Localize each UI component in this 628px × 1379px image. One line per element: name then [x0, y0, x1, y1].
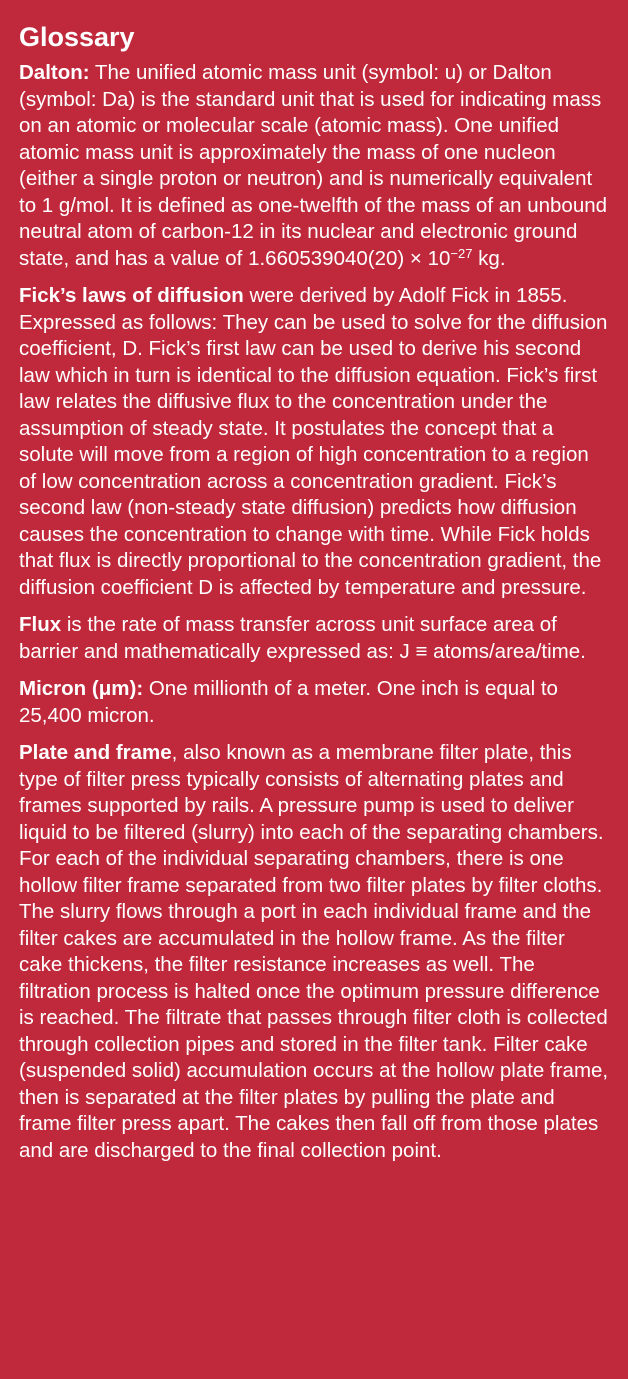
glossary-term: Fick’s laws of diffusion — [19, 284, 244, 307]
glossary-entry-dalton — [19, 60, 610, 272]
glossary-entry-plate-and-frame — [19, 740, 610, 1164]
glossary-entry-flux — [19, 612, 610, 665]
glossary-definition: is the rate of mass transfer across unit surface area of barrier and mathematically expressed as: J ≡ atoms/area/time. — [19, 613, 586, 663]
glossary-term: Plate and frame — [19, 741, 172, 764]
glossary-entry-ficks-laws — [19, 283, 610, 601]
glossary-definition: One millionth of a meter. One inch is equal to 25,400 micron. — [19, 677, 558, 727]
glossary-term: Micron (μm): — [19, 677, 144, 700]
exponent-superscript: −27 — [450, 245, 473, 261]
glossary-definition-unit: kg. — [472, 246, 506, 270]
glossary-term: Flux — [19, 613, 62, 636]
glossary-definition: , also known as a membrane filter plate, this type of filter press typically consists of alternating plates and frames supported by rails. A pressure pump is used to deliver liquid to be filtered (slurry) into each of the separating chambers. For each of the individual separating chambers, there is one hollow filter frame separated from two filter plates by filter cloths. The slurry flows through a port in each individual frame and the filter cakes are accumulated in the hollow frame. As the filter cake thickens, the filter resistance increases as well. The filtration process is halted once the optimum pressure difference is reached. The filtrate that passes through filter cloth is collected through collection pipes and stored in the filter tank. Filter cake (suspended solid) accumulation occurs at the hollow plate frame, then is separated at the filter plates by pulling the plate and frame filter press apart. The cakes then fall off from those plates and are discharged to the final collection point. — [19, 741, 609, 1162]
glossary-title: Glossary — [19, 22, 135, 52]
glossary-term: Dalton: — [19, 61, 90, 84]
glossary-entry-micron — [19, 676, 610, 729]
glossary-definition: were derived by Adolf Fick in 1855. Expressed as follows: They can be used to solve for the diffusion coefficient, D. Fick’s first law can be used to derive his second law which in turn is identical to the diffusion equation. Fick’s first law relates the diffusive flux to the concentration under the assumption of steady state. It postulates the concept that a solute will move from a region of high concentration to a region of low concentration across a concentration gradient. Fick’s second law (non-steady state diffusion) predicts how diffusion causes the concentration to change with time. While Fick holds that flux is directly proportional to the concentration gradient, the diffusion coefficient D is affected by temperature and pressure. — [19, 284, 608, 599]
glossary-definition: The unified atomic mass unit (symbol: u) or Dalton (symbol: Da) is the standard unit that is used for indicating mass on an atomic or molecular scale (atomic mass). One unified atomic mass unit is approximately the mass of one nucleon (either a single proton or neutron) and is numerically equivalent to 1 g/mol. It is defined as one-twelfth of the mass of an unbound neutral atom of carbon-12 in its nuclear and electronic ground state, and has a value of 1.660539040(20) × 10 — [19, 61, 608, 270]
